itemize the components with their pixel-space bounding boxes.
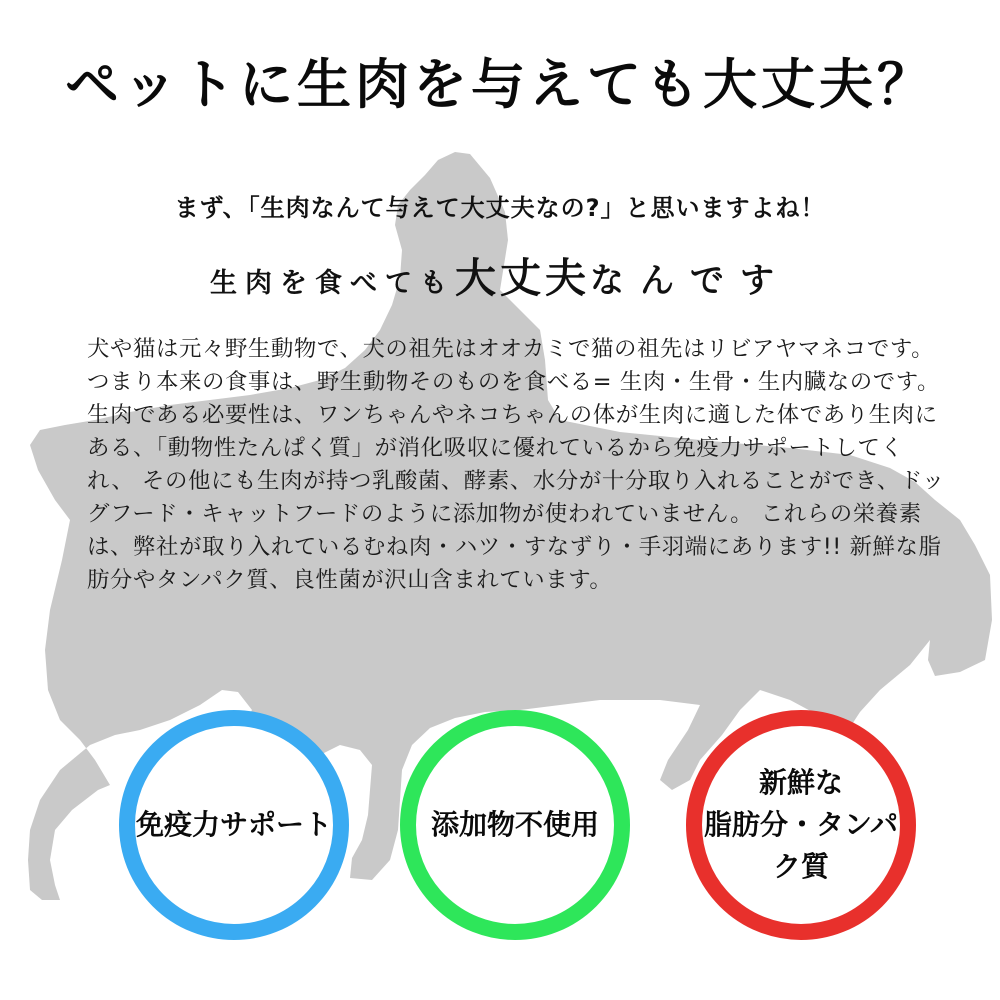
headline-part2: 大丈夫 xyxy=(455,254,590,302)
badge-fresh-fat-protein xyxy=(686,710,916,940)
intro-question: まず、「生肉なんて与えて大丈夫なの?」と思いますよね！ xyxy=(174,194,826,222)
body-paragraph-2: 生肉である必要性は、ワンちゃんやネコちゃんの体が生肉に適した体であり生肉にある、「動物性たんぱく質」が消化吸収に優れているから免疫力サポートしてくれ、 その他にも生肉が持つ乳酸菌、酵素、水分が十分取り入れることができ、ドッグフード・キャットフードのように添加物が使われていません。 これらの栄養素は、弊社が取り入れているむね肉・ハツ・すなずり・手羽端にあります!! 新鮮な脂肪分やタンパク質、良性菌が沢山含まれています。 xyxy=(87,402,945,593)
badge-immune-support xyxy=(119,710,349,940)
badge-label-line1: 新鮮な xyxy=(758,766,843,799)
badge-label-line2: 脂肪分・タンパク質 xyxy=(703,808,899,883)
headline-part3: なんです xyxy=(590,261,790,301)
body-paragraph-1: 犬や猫は元々野生動物で、犬の祖先はオオカミで猫の祖先はリビアヤマネコです。つまり本来の食事は、野生動物そのものを食べる= 生肉・生骨・生内臓なのです。 xyxy=(87,336,940,395)
body-text xyxy=(87,333,949,597)
badge-label: 免疫力サポート xyxy=(135,808,332,841)
badge-label: 添加物不使用 xyxy=(430,808,599,841)
badge-additive-free xyxy=(400,710,630,940)
page-title: ペットに生肉を与えても大丈夫？ xyxy=(65,53,935,116)
headline xyxy=(0,245,1000,304)
headline-part1: 生肉を食べても xyxy=(210,268,455,299)
